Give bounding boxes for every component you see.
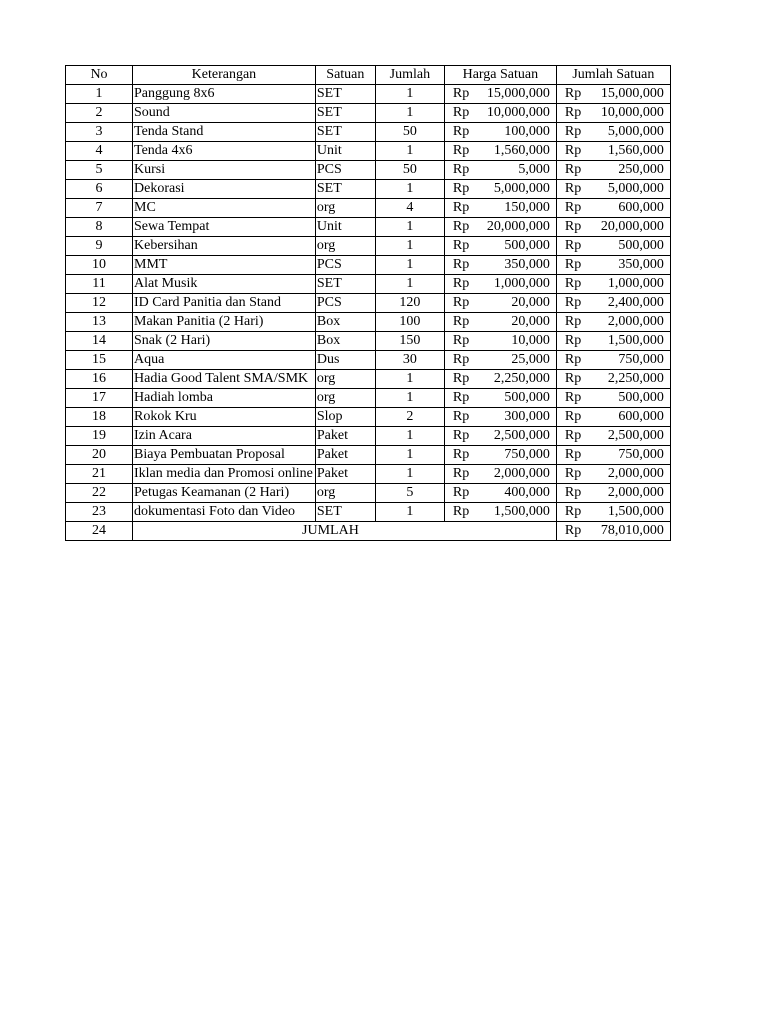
harga-value: 20,000 [511,295,550,310]
currency-label: Rp [564,352,582,367]
table-row [66,142,671,161]
row-satuan: PCS [315,294,375,313]
table-row [66,85,671,104]
row-keterangan: Petugas Keamanan (2 Hari) [133,484,316,503]
row-no: 9 [66,237,133,256]
currency-label: Rp [564,466,582,481]
row-keterangan: Tenda 4x6 [133,142,316,161]
harga-value: 5,000,000 [493,181,550,196]
header-jumlah-satuan: Jumlah Satuan [556,66,670,85]
row-harga-satuan [444,180,556,199]
row-no: 19 [66,427,133,446]
row-jumlah: 30 [375,351,444,370]
row-jumlah-satuan [556,408,670,427]
harga-value: 5,000 [518,162,550,177]
row-no: 10 [66,256,133,275]
row-jumlah-satuan [556,313,670,332]
total-value: 1,500,000 [607,504,664,519]
currency-label: Rp [452,352,470,367]
row-satuan: SET [315,85,375,104]
row-jumlah-satuan [556,218,670,237]
total-value: 2,000,000 [607,314,664,329]
row-no: 12 [66,294,133,313]
row-jumlah-satuan [556,294,670,313]
total-value: 750,000 [618,352,664,367]
row-jumlah: 150 [375,332,444,351]
row-harga-satuan [444,484,556,503]
header-no: No [66,66,133,85]
row-jumlah-satuan [556,465,670,484]
row-no: 5 [66,161,133,180]
row-satuan: SET [315,503,375,522]
table-row [66,484,671,503]
row-keterangan: Aqua [133,351,316,370]
row-no: 15 [66,351,133,370]
currency-label: Rp [452,105,470,120]
currency-label: Rp [564,86,582,101]
row-harga-satuan [444,389,556,408]
row-jumlah: 1 [375,180,444,199]
row-jumlah-satuan [556,85,670,104]
total-value: 250,000 [618,162,664,177]
total-value: 1,500,000 [607,333,664,348]
currency-label: Rp [564,314,582,329]
table-row [66,218,671,237]
row-jumlah-satuan [556,256,670,275]
row-no: 6 [66,180,133,199]
currency-label: Rp [564,371,582,386]
row-satuan: Paket [315,427,375,446]
row-satuan: org [315,484,375,503]
row-keterangan: Rokok Kru [133,408,316,427]
row-jumlah: 1 [375,218,444,237]
row-keterangan: dokumentasi Foto dan Video [133,503,316,522]
row-keterangan: Hadiah lomba [133,389,316,408]
total-amount: 78,010,000 [600,523,664,538]
row-keterangan: MMT [133,256,316,275]
total-amount-cell [556,522,670,541]
harga-value: 400,000 [504,485,550,500]
row-keterangan: Tenda Stand [133,123,316,142]
row-harga-satuan [444,142,556,161]
harga-value: 500,000 [504,238,550,253]
harga-value: 15,000,000 [486,86,550,101]
row-satuan: Paket [315,465,375,484]
currency-label: Rp [452,409,470,424]
currency-label: Rp [452,200,470,215]
currency-label: Rp [452,295,470,310]
harga-value: 20,000,000 [486,219,550,234]
row-jumlah-satuan [556,123,670,142]
table-row [66,104,671,123]
row-no: 21 [66,465,133,484]
row-keterangan: Snak (2 Hari) [133,332,316,351]
total-value: 2,000,000 [607,466,664,481]
row-jumlah-satuan [556,275,670,294]
row-keterangan: Sound [133,104,316,123]
currency-label: Rp [452,390,470,405]
row-satuan: org [315,237,375,256]
currency-label: Rp [564,162,582,177]
row-jumlah: 1 [375,427,444,446]
currency-label: Rp [564,333,582,348]
row-satuan: SET [315,275,375,294]
row-jumlah: 1 [375,104,444,123]
row-harga-satuan [444,503,556,522]
row-keterangan: Iklan media dan Promosi online [133,465,316,484]
row-jumlah: 1 [375,256,444,275]
row-no: 23 [66,503,133,522]
total-row-no: 24 [66,522,133,541]
total-label [133,522,557,541]
row-keterangan: MC [133,199,316,218]
row-no: 13 [66,313,133,332]
currency-label: Rp [564,485,582,500]
currency-label: Rp [452,428,470,443]
currency-label: Rp [452,86,470,101]
header-jumlah: Jumlah [375,66,444,85]
total-value: 750,000 [618,447,664,462]
row-harga-satuan [444,370,556,389]
row-jumlah: 1 [375,275,444,294]
row-no: 4 [66,142,133,161]
row-jumlah: 50 [375,123,444,142]
row-no: 3 [66,123,133,142]
total-value: 500,000 [618,390,664,405]
table-row [66,370,671,389]
row-jumlah: 1 [375,446,444,465]
row-jumlah-satuan [556,199,670,218]
row-jumlah: 1 [375,85,444,104]
table-row [66,389,671,408]
currency-label: Rp [564,257,582,272]
row-jumlah-satuan [556,389,670,408]
row-harga-satuan [444,446,556,465]
table-row [66,313,671,332]
row-keterangan: Izin Acara [133,427,316,446]
row-satuan: Unit [315,218,375,237]
total-value: 2,400,000 [607,295,664,310]
currency-label: Rp [452,314,470,329]
row-harga-satuan [444,351,556,370]
harga-value: 500,000 [504,390,550,405]
row-harga-satuan [444,199,556,218]
row-harga-satuan [444,465,556,484]
harga-value: 20,000 [511,314,550,329]
harga-value: 300,000 [504,409,550,424]
table-row [66,351,671,370]
row-satuan: Unit [315,142,375,161]
row-satuan: org [315,389,375,408]
total-label-text: JUMLAH [302,523,359,538]
row-harga-satuan [444,123,556,142]
currency-label: Rp [564,181,582,196]
row-satuan: Slop [315,408,375,427]
row-jumlah: 2 [375,408,444,427]
table-row [66,446,671,465]
row-keterangan: Panggung 8x6 [133,85,316,104]
header-harga-satuan: Harga Satuan [444,66,556,85]
row-keterangan: Kursi [133,161,316,180]
harga-value: 100,000 [504,124,550,139]
budget-table [65,65,671,541]
row-harga-satuan [444,408,556,427]
harga-value: 1,000,000 [493,276,550,291]
currency-label: Rp [564,124,582,139]
currency-label: Rp [452,447,470,462]
row-jumlah: 1 [375,503,444,522]
total-value: 2,000,000 [607,485,664,500]
row-jumlah: 1 [375,237,444,256]
table-row [66,275,671,294]
row-jumlah-satuan [556,104,670,123]
row-keterangan: Alat Musik [133,275,316,294]
harga-value: 350,000 [504,257,550,272]
row-jumlah-satuan [556,180,670,199]
currency-label: Rp [452,219,470,234]
currency-label: Rp [452,504,470,519]
table-body [66,85,671,522]
currency-label: Rp [564,523,582,538]
currency-label: Rp [564,295,582,310]
row-satuan: SET [315,180,375,199]
row-jumlah: 5 [375,484,444,503]
row-jumlah: 100 [375,313,444,332]
row-satuan: Box [315,313,375,332]
row-satuan: Box [315,332,375,351]
row-satuan: SET [315,104,375,123]
harga-value: 10,000,000 [486,105,550,120]
row-satuan: org [315,199,375,218]
row-jumlah-satuan [556,161,670,180]
row-harga-satuan [444,161,556,180]
harga-value: 150,000 [504,200,550,215]
currency-label: Rp [564,219,582,234]
total-value: 2,250,000 [607,371,664,386]
row-keterangan: Biaya Pembuatan Proposal [133,446,316,465]
row-satuan: Paket [315,446,375,465]
harga-value: 2,500,000 [493,428,550,443]
currency-label: Rp [564,447,582,462]
row-jumlah: 1 [375,142,444,161]
header-row [66,66,671,85]
table-row [66,503,671,522]
row-keterangan: Dekorasi [133,180,316,199]
row-no: 22 [66,484,133,503]
row-satuan: PCS [315,161,375,180]
row-no: 11 [66,275,133,294]
row-jumlah-satuan [556,446,670,465]
row-no: 7 [66,199,133,218]
table-row [66,180,671,199]
total-value: 15,000,000 [600,86,664,101]
total-row [66,522,671,541]
table-row [66,161,671,180]
harga-value: 1,560,000 [493,143,550,158]
row-jumlah-satuan [556,484,670,503]
table-row [66,332,671,351]
row-harga-satuan [444,332,556,351]
row-no: 8 [66,218,133,237]
currency-label: Rp [564,276,582,291]
row-harga-satuan [444,313,556,332]
row-harga-satuan [444,218,556,237]
currency-label: Rp [564,200,582,215]
table-row [66,294,671,313]
harga-value: 750,000 [504,447,550,462]
row-jumlah-satuan [556,370,670,389]
header-satuan: Satuan [315,66,375,85]
currency-label: Rp [564,428,582,443]
harga-value: 25,000 [511,352,550,367]
row-harga-satuan [444,294,556,313]
row-jumlah: 120 [375,294,444,313]
row-jumlah-satuan [556,237,670,256]
total-value: 20,000,000 [600,219,664,234]
currency-label: Rp [452,485,470,500]
table-row [66,256,671,275]
row-jumlah: 50 [375,161,444,180]
harga-value: 2,250,000 [493,371,550,386]
currency-label: Rp [564,238,582,253]
row-satuan: org [315,370,375,389]
currency-label: Rp [452,124,470,139]
total-value: 1,560,000 [607,143,664,158]
row-harga-satuan [444,237,556,256]
row-keterangan: Kebersihan [133,237,316,256]
row-no: 2 [66,104,133,123]
currency-label: Rp [564,409,582,424]
total-value: 5,000,000 [607,181,664,196]
row-jumlah-satuan [556,142,670,161]
row-harga-satuan [444,427,556,446]
row-jumlah: 1 [375,370,444,389]
row-keterangan: Sewa Tempat [133,218,316,237]
row-no: 17 [66,389,133,408]
harga-value: 1,500,000 [493,504,550,519]
row-no: 14 [66,332,133,351]
row-harga-satuan [444,275,556,294]
currency-label: Rp [452,238,470,253]
currency-label: Rp [452,181,470,196]
row-satuan: Dus [315,351,375,370]
currency-label: Rp [452,257,470,272]
currency-label: Rp [452,143,470,158]
table-row [66,199,671,218]
total-value: 600,000 [618,409,664,424]
currency-label: Rp [452,371,470,386]
currency-label: Rp [452,162,470,177]
table-row [66,465,671,484]
total-value: 5,000,000 [607,124,664,139]
total-value: 1,000,000 [607,276,664,291]
row-jumlah: 1 [375,465,444,484]
total-value: 500,000 [618,238,664,253]
currency-label: Rp [564,143,582,158]
header-keterangan: Keterangan [133,66,316,85]
row-jumlah: 1 [375,389,444,408]
currency-label: Rp [452,276,470,291]
total-value: 2,500,000 [607,428,664,443]
row-no: 1 [66,85,133,104]
row-jumlah: 4 [375,199,444,218]
row-jumlah-satuan [556,351,670,370]
row-jumlah-satuan [556,332,670,351]
row-harga-satuan [444,104,556,123]
table-row [66,237,671,256]
harga-value: 2,000,000 [493,466,550,481]
currency-label: Rp [564,390,582,405]
row-harga-satuan [444,85,556,104]
total-value: 350,000 [618,257,664,272]
row-jumlah-satuan [556,503,670,522]
row-jumlah-satuan [556,427,670,446]
currency-label: Rp [564,504,582,519]
row-no: 16 [66,370,133,389]
total-value: 10,000,000 [600,105,664,120]
row-satuan: SET [315,123,375,142]
row-satuan: PCS [315,256,375,275]
table-row [66,123,671,142]
row-keterangan: Hadia Good Talent SMA/SMK [133,370,316,389]
row-no: 20 [66,446,133,465]
harga-value: 10,000 [511,333,550,348]
row-no: 18 [66,408,133,427]
row-keterangan: Makan Panitia (2 Hari) [133,313,316,332]
currency-label: Rp [452,333,470,348]
total-value: 600,000 [618,200,664,215]
currency-label: Rp [452,466,470,481]
currency-label: Rp [564,105,582,120]
table-row [66,408,671,427]
row-harga-satuan [444,256,556,275]
table-row [66,427,671,446]
row-keterangan: ID Card Panitia dan Stand [133,294,316,313]
